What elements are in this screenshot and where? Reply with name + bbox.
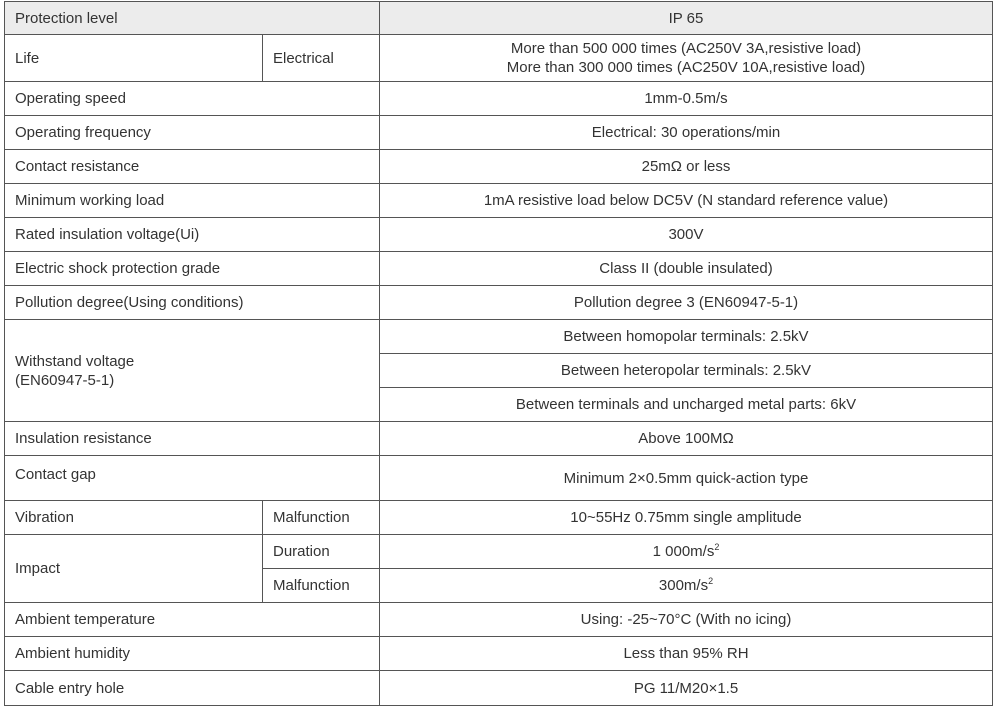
- minimum-working-load-value: 1mA resistive load below DC5V (N standard reference value): [380, 184, 993, 218]
- insulation-resistance-value: Above 100MΩ: [380, 422, 993, 456]
- row-pollution-degree: [5, 286, 993, 320]
- row-protection-level: [5, 2, 993, 35]
- electric-shock-protection-value: Class II (double insulated): [380, 252, 993, 286]
- pollution-degree-value: Pollution degree 3 (EN60947-5-1): [380, 286, 993, 320]
- row-contact-resistance: [5, 150, 993, 184]
- ambient-temperature-label: Ambient temperature: [5, 603, 380, 637]
- contact-gap-label: Contact gap: [5, 456, 380, 501]
- contact-resistance-value: 25mΩ or less: [380, 150, 993, 184]
- operating-frequency-label: Operating frequency: [5, 116, 380, 150]
- specification-table: [4, 1, 993, 706]
- impact-malfunction-value: 300m/s: [658, 577, 709, 594]
- impact-duration-label: Duration: [263, 535, 380, 569]
- row-cable-entry-hole: [5, 671, 993, 706]
- contact-gap-value: Minimum 2×0.5mm quick-action type: [380, 456, 993, 501]
- row-operating-speed: [5, 82, 993, 116]
- life-values: [380, 35, 993, 82]
- minimum-working-load-label: Minimum working load: [5, 184, 380, 218]
- impact-malfunction-superscript: 2: [708, 576, 714, 586]
- impact-malfunction-label: Malfunction: [263, 569, 380, 603]
- rated-insulation-voltage-value: 300V: [380, 218, 993, 252]
- row-contact-gap: [5, 456, 993, 501]
- protection-level-label: Protection level: [5, 2, 380, 35]
- operating-speed-label: Operating speed: [5, 82, 380, 116]
- life-sub-label: Electrical: [263, 35, 380, 82]
- row-electric-shock-protection: [5, 252, 993, 286]
- pollution-degree-label: Pollution degree(Using conditions): [5, 286, 380, 320]
- ambient-humidity-value: Less than 95% RH: [380, 637, 993, 671]
- impact-malfunction-cell: [380, 569, 993, 603]
- ambient-humidity-label: Ambient humidity: [5, 637, 380, 671]
- impact-label: Impact: [5, 535, 263, 603]
- withstand-voltage-value-3: Between terminals and uncharged metal parts: 6kV: [380, 388, 993, 422]
- life-label: Life: [5, 35, 263, 82]
- cable-entry-hole-value: PG 11/M20×1.5: [380, 671, 993, 706]
- withstand-voltage-value-1: Between homopolar terminals: 2.5kV: [380, 320, 993, 354]
- cable-entry-hole-label: Cable entry hole: [5, 671, 380, 706]
- insulation-resistance-label: Insulation resistance: [5, 422, 380, 456]
- withstand-voltage-label: [5, 320, 380, 422]
- ambient-temperature-value: Using: -25~70°C (With no icing): [380, 603, 993, 637]
- row-vibration: [5, 501, 993, 535]
- protection-level-value: IP 65: [380, 2, 993, 35]
- row-insulation-resistance: [5, 422, 993, 456]
- withstand-voltage-value-2: Between heteropolar terminals: 2.5kV: [380, 354, 993, 388]
- life-value-2: More than 300 000 times (AC250V 10A,resistive load): [506, 59, 866, 76]
- impact-duration-superscript: 2: [714, 542, 720, 552]
- row-rated-insulation-voltage: [5, 218, 993, 252]
- withstand-voltage-label-line1: Withstand voltage: [15, 352, 135, 370]
- operating-speed-value: 1mm-0.5m/s: [380, 82, 993, 116]
- impact-duration-cell: [380, 535, 993, 569]
- vibration-sub-label: Malfunction: [263, 501, 380, 535]
- row-operating-frequency: [5, 116, 993, 150]
- life-value-1: More than 500 000 times (AC250V 3A,resistive load): [510, 40, 862, 57]
- impact-duration-value: 1 000m/s: [652, 543, 715, 560]
- electric-shock-protection-label: Electric shock protection grade: [5, 252, 380, 286]
- vibration-label: Vibration: [5, 501, 263, 535]
- row-minimum-working-load: [5, 184, 993, 218]
- withstand-voltage-label-line2: (EN60947-5-1): [15, 371, 115, 389]
- rated-insulation-voltage-label: Rated insulation voltage(Ui): [5, 218, 380, 252]
- row-withstand-voltage: [5, 320, 993, 354]
- row-life: [5, 35, 993, 82]
- row-ambient-humidity: [5, 637, 993, 671]
- row-ambient-temperature: [5, 603, 993, 637]
- vibration-value: 10~55Hz 0.75mm single amplitude: [380, 501, 993, 535]
- contact-resistance-label: Contact resistance: [5, 150, 380, 184]
- operating-frequency-value: Electrical: 30 operations/min: [380, 116, 993, 150]
- row-impact-duration: [5, 535, 993, 569]
